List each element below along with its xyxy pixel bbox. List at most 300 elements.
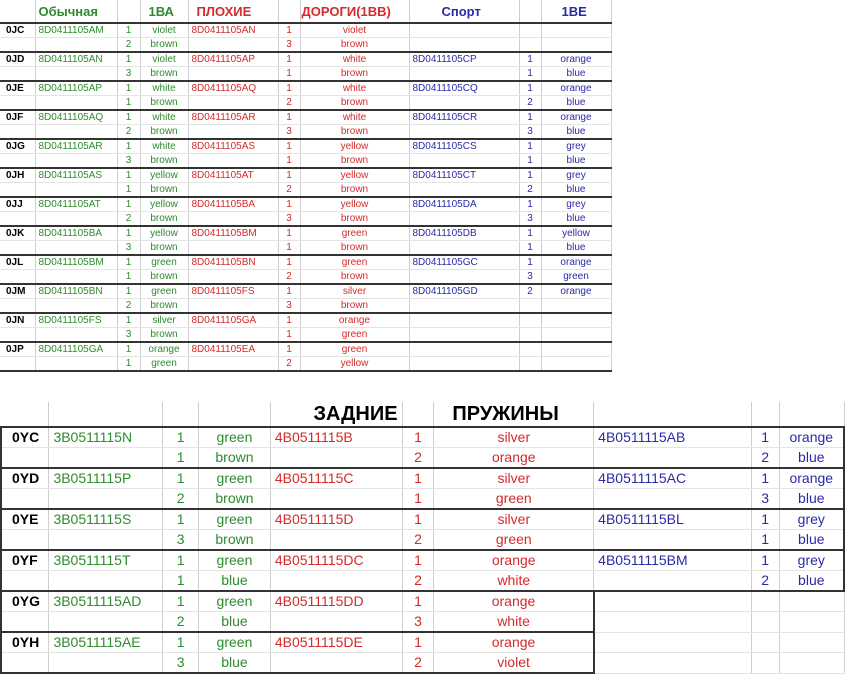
header-row: [0, 0, 611, 23]
part-number-cell: 8D0411105FS: [35, 313, 117, 328]
table-row: [0, 241, 611, 256]
mark-count-cell: 1: [402, 468, 434, 489]
vehicle-code-cell: 0YC: [1, 427, 49, 448]
mark-color-cell: green: [140, 255, 188, 270]
mark-color-cell: green: [300, 255, 409, 270]
vehicle-code-cell: [0, 241, 35, 256]
part-number-cell: 8D0411105AQ: [35, 110, 117, 125]
mark-count-cell: 1: [519, 67, 541, 82]
mark-count-cell: 1: [278, 328, 300, 343]
mark-color-cell: green: [199, 632, 271, 653]
mark-count-cell: 1: [117, 342, 140, 357]
part-number-cell: [188, 38, 278, 53]
mark-color-cell: yellow: [300, 168, 409, 183]
table-row: [0, 313, 611, 328]
header-cell: [779, 402, 844, 427]
mark-count-cell: 1: [117, 226, 140, 241]
part-number-cell: 8D0411105GA: [188, 313, 278, 328]
mark-color-cell: blue: [541, 154, 611, 169]
vehicle-code-cell: [0, 67, 35, 82]
mark-count-cell: 1: [117, 139, 140, 154]
mark-count-cell: 1: [163, 591, 199, 612]
mark-count-cell: 2: [402, 530, 434, 551]
mark-count-cell: 2: [117, 38, 140, 53]
mark-count-cell: 1: [278, 284, 300, 299]
mark-count-cell: 1: [278, 226, 300, 241]
mark-count-cell: 1: [163, 448, 199, 469]
part-number-cell: 8D0411105AT: [35, 197, 117, 212]
mark-count-cell: 2: [402, 571, 434, 592]
mark-color-cell: green: [199, 550, 271, 571]
mark-color-cell: grey: [779, 550, 844, 571]
table-row: [0, 154, 611, 169]
mark-count-cell: 2: [751, 571, 779, 592]
table-row: [0, 299, 611, 314]
mark-count-cell: 1: [519, 168, 541, 183]
part-number-cell: [35, 299, 117, 314]
part-number-cell: [35, 154, 117, 169]
part-number-cell: 8D0411105DA: [409, 197, 519, 212]
vehicle-code-cell: 0JN: [0, 313, 35, 328]
mark-count-cell: 1: [751, 468, 779, 489]
part-number-cell: 4B0511115BL: [594, 509, 752, 530]
mark-color-cell: green: [300, 226, 409, 241]
mark-color-cell: blue: [541, 125, 611, 140]
part-number-cell: [188, 299, 278, 314]
mark-count-cell: 1: [519, 110, 541, 125]
vehicle-code-cell: [0, 328, 35, 343]
vehicle-code-cell: [1, 448, 49, 469]
part-number-cell: [594, 489, 752, 510]
mark-color-cell: brown: [300, 241, 409, 256]
table-row: [0, 270, 611, 285]
part-number-cell: 8D0411105AN: [35, 52, 117, 67]
part-number-cell: [49, 530, 163, 551]
vehicle-code-cell: [1, 530, 49, 551]
mark-count-cell: 1: [751, 550, 779, 571]
mark-color-cell: blue: [779, 530, 844, 551]
mark-color-cell: green: [140, 284, 188, 299]
header-cell: [594, 402, 752, 427]
vehicle-code-cell: 0YH: [1, 632, 49, 653]
header-row: [1, 402, 844, 427]
mark-count-cell: 1: [117, 357, 140, 372]
mark-count-cell: 3: [163, 530, 199, 551]
mark-count-cell: 3: [278, 299, 300, 314]
mark-color-cell: yellow: [300, 197, 409, 212]
table-row: [1, 632, 844, 653]
part-number-cell: 8D0411105AN: [188, 23, 278, 38]
mark-count-cell: 1: [278, 67, 300, 82]
mark-color-cell: orange: [541, 110, 611, 125]
mark-count-cell: [751, 632, 779, 653]
table-row: [1, 530, 844, 551]
mark-count-cell: 1: [519, 81, 541, 96]
mark-color-cell: yellow: [300, 139, 409, 154]
part-number-cell: [409, 183, 519, 198]
header-cell: [199, 402, 271, 427]
table-row: [0, 197, 611, 212]
vehicle-code-cell: [0, 125, 35, 140]
mark-count-cell: 3: [402, 612, 434, 633]
mark-count-cell: 2: [751, 448, 779, 469]
mark-color-cell: white: [434, 612, 594, 633]
table-row: [1, 427, 844, 448]
mark-count-cell: [751, 653, 779, 674]
table-row: [1, 571, 844, 592]
mark-count-cell: 1: [278, 81, 300, 96]
mark-color-cell: silver: [434, 427, 594, 448]
top-spring-table: [0, 0, 612, 372]
mark-count-cell: 3: [278, 212, 300, 227]
part-number-cell: [35, 212, 117, 227]
vehicle-code-cell: 0JM: [0, 284, 35, 299]
vehicle-code-cell: [0, 154, 35, 169]
part-number-cell: [409, 38, 519, 53]
part-number-cell: [49, 653, 163, 674]
mark-color-cell: white: [140, 139, 188, 154]
part-number-cell: [409, 23, 519, 38]
part-number-cell: 3B0511115P: [49, 468, 163, 489]
mark-count-cell: 1: [751, 427, 779, 448]
header-bad: ПЛОХИЕ: [188, 0, 278, 23]
table-row: [1, 612, 844, 633]
table-row: [0, 96, 611, 111]
mark-count-cell: 3: [117, 241, 140, 256]
mark-count-cell: 2: [163, 489, 199, 510]
part-number-cell: [270, 530, 402, 551]
part-number-cell: 8D0411105CP: [409, 52, 519, 67]
mark-color-cell: orange: [434, 632, 594, 653]
mark-count-cell: 1: [163, 571, 199, 592]
table-row: [0, 328, 611, 343]
part-number-cell: 8D0411105BM: [35, 255, 117, 270]
mark-color-cell: brown: [140, 125, 188, 140]
table-row: [0, 168, 611, 183]
table-row: [0, 284, 611, 299]
mark-count-cell: 1: [163, 509, 199, 530]
table-row: [0, 110, 611, 125]
part-number-cell: [409, 125, 519, 140]
mark-color-cell: [541, 328, 611, 343]
table-row: [1, 489, 844, 510]
vehicle-code-cell: 0JE: [0, 81, 35, 96]
mark-color-cell: green: [434, 530, 594, 551]
mark-count-cell: 1: [163, 632, 199, 653]
mark-color-cell: green: [434, 489, 594, 510]
mark-count-cell: 2: [519, 183, 541, 198]
part-number-cell: [188, 328, 278, 343]
table-row: [0, 38, 611, 53]
mark-color-cell: orange: [434, 448, 594, 469]
part-number-cell: 8D0411105AQ: [188, 81, 278, 96]
part-number-cell: [594, 653, 752, 674]
mark-color-cell: brown: [140, 96, 188, 111]
mark-count-cell: 1: [117, 168, 140, 183]
mark-color-cell: silver: [434, 468, 594, 489]
part-number-cell: [409, 67, 519, 82]
mark-count-cell: [519, 299, 541, 314]
mark-color-cell: brown: [300, 154, 409, 169]
vehicle-code-cell: [0, 357, 35, 372]
mark-color-cell: orange: [434, 550, 594, 571]
header-cell: [519, 0, 541, 23]
header-rear: ЗАДНИЕ: [270, 402, 402, 427]
part-number-cell: [35, 183, 117, 198]
part-number-cell: [35, 125, 117, 140]
mark-color-cell: blue: [541, 241, 611, 256]
header-cell: [0, 0, 35, 23]
mark-color-cell: [541, 23, 611, 38]
vehicle-code-cell: [0, 183, 35, 198]
part-number-cell: [594, 632, 752, 653]
header-cell: [49, 402, 163, 427]
part-number-cell: 8D0411105CT: [409, 168, 519, 183]
part-number-cell: 4B0511115DC: [270, 550, 402, 571]
mark-count-cell: 1: [402, 550, 434, 571]
mark-count-cell: 1: [278, 241, 300, 256]
part-number-cell: [49, 612, 163, 633]
vehicle-code-cell: [0, 96, 35, 111]
part-number-cell: 3B0511115N: [49, 427, 163, 448]
part-number-cell: 8D0411105GA: [35, 342, 117, 357]
mark-count-cell: 1: [117, 96, 140, 111]
vehicle-code-cell: 0YF: [1, 550, 49, 571]
part-number-cell: 4B0511115BM: [594, 550, 752, 571]
vehicle-code-cell: [1, 489, 49, 510]
rear-spring-table: [0, 402, 845, 674]
mark-count-cell: 1: [519, 226, 541, 241]
mark-count-cell: 2: [519, 284, 541, 299]
part-number-cell: [49, 448, 163, 469]
mark-color-cell: blue: [199, 571, 271, 592]
table-row: [0, 23, 611, 38]
part-number-cell: 8D0411105AS: [188, 139, 278, 154]
mark-count-cell: [519, 313, 541, 328]
part-number-cell: [188, 241, 278, 256]
mark-count-cell: 1: [402, 632, 434, 653]
part-number-cell: 8D0411105AR: [188, 110, 278, 125]
part-number-cell: 4B0511115DD: [270, 591, 402, 612]
mark-color-cell: grey: [541, 168, 611, 183]
vehicle-code-cell: 0YD: [1, 468, 49, 489]
table-row: [0, 67, 611, 82]
table-row: [0, 212, 611, 227]
part-number-cell: 8D0411105FS: [188, 284, 278, 299]
mark-color-cell: orange: [779, 468, 844, 489]
mark-count-cell: 2: [402, 448, 434, 469]
mark-color-cell: [541, 313, 611, 328]
mark-count-cell: 3: [278, 125, 300, 140]
table-row: [0, 139, 611, 154]
mark-color-cell: yellow: [140, 226, 188, 241]
vehicle-code-cell: 0JK: [0, 226, 35, 241]
part-number-cell: 8D0411105EA: [188, 342, 278, 357]
header-cell: [402, 402, 434, 427]
part-number-cell: [409, 299, 519, 314]
mark-color-cell: brown: [199, 448, 271, 469]
mark-count-cell: 1: [163, 468, 199, 489]
part-number-cell: [35, 357, 117, 372]
mark-count-cell: 2: [278, 96, 300, 111]
mark-color-cell: brown: [199, 489, 271, 510]
part-number-cell: [188, 125, 278, 140]
mark-count-cell: 1: [278, 168, 300, 183]
part-number-cell: [409, 241, 519, 256]
part-number-cell: 4B0511115DE: [270, 632, 402, 653]
mark-count-cell: 1: [519, 52, 541, 67]
part-number-cell: 8D0411105BA: [35, 226, 117, 241]
mark-count-cell: 2: [163, 612, 199, 633]
part-number-cell: [35, 38, 117, 53]
part-number-cell: 8D0411105AS: [35, 168, 117, 183]
part-number-cell: [409, 342, 519, 357]
mark-count-cell: 1: [519, 255, 541, 270]
mark-color-cell: orange: [541, 81, 611, 96]
part-number-cell: [594, 448, 752, 469]
vehicle-code-cell: [1, 653, 49, 674]
mark-color-cell: green: [199, 427, 271, 448]
part-number-cell: 4B0511115D: [270, 509, 402, 530]
part-number-cell: [409, 313, 519, 328]
mark-color-cell: [779, 653, 844, 674]
mark-color-cell: brown: [140, 67, 188, 82]
header-cell: [751, 402, 779, 427]
mark-count-cell: 1: [278, 342, 300, 357]
mark-color-cell: [779, 612, 844, 633]
mark-count-cell: 1: [278, 255, 300, 270]
mark-color-cell: violet: [300, 23, 409, 38]
mark-count-cell: 3: [278, 38, 300, 53]
vehicle-code-cell: [0, 38, 35, 53]
mark-count-cell: 1: [117, 284, 140, 299]
mark-count-cell: 2: [278, 357, 300, 372]
mark-count-cell: 2: [278, 270, 300, 285]
mark-count-cell: 1: [163, 550, 199, 571]
vehicle-code-cell: [1, 571, 49, 592]
header-normal: Обычная: [35, 0, 117, 23]
mark-color-cell: brown: [140, 270, 188, 285]
mark-count-cell: [519, 357, 541, 372]
mark-color-cell: white: [300, 110, 409, 125]
table-row: [0, 183, 611, 198]
mark-color-cell: violet: [140, 23, 188, 38]
mark-color-cell: white: [300, 52, 409, 67]
part-number-cell: [409, 96, 519, 111]
mark-color-cell: brown: [140, 183, 188, 198]
mark-color-cell: brown: [300, 212, 409, 227]
mark-color-cell: [541, 299, 611, 314]
mark-count-cell: 1: [117, 23, 140, 38]
mark-count-cell: 1: [163, 427, 199, 448]
mark-color-cell: brown: [300, 183, 409, 198]
mark-count-cell: [519, 23, 541, 38]
part-number-cell: 4B0511115B: [270, 427, 402, 448]
part-number-cell: [270, 571, 402, 592]
part-number-cell: [188, 270, 278, 285]
mark-color-cell: white: [300, 81, 409, 96]
mark-count-cell: 3: [117, 67, 140, 82]
mark-count-cell: [519, 38, 541, 53]
mark-count-cell: 1: [402, 489, 434, 510]
part-number-cell: 3B0511115AE: [49, 632, 163, 653]
mark-count-cell: 2: [519, 96, 541, 111]
mark-color-cell: yellow: [300, 357, 409, 372]
part-number-cell: [270, 448, 402, 469]
mark-count-cell: 2: [117, 125, 140, 140]
mark-count-cell: 1: [519, 197, 541, 212]
mark-count-cell: [751, 591, 779, 612]
mark-count-cell: 1: [402, 509, 434, 530]
part-number-cell: 8D0411105CR: [409, 110, 519, 125]
mark-color-cell: [541, 38, 611, 53]
table-row: [1, 653, 844, 674]
mark-count-cell: 1: [117, 183, 140, 198]
part-number-cell: 4B0511115AB: [594, 427, 752, 448]
mark-count-cell: 1: [278, 154, 300, 169]
header-cell: [163, 402, 199, 427]
vehicle-code-cell: 0JD: [0, 52, 35, 67]
part-number-cell: 8D0411105AP: [188, 52, 278, 67]
mark-count-cell: [519, 342, 541, 357]
mark-color-cell: violet: [140, 52, 188, 67]
part-number-cell: [188, 212, 278, 227]
mark-color-cell: brown: [300, 270, 409, 285]
mark-color-cell: green: [199, 468, 271, 489]
mark-color-cell: orange: [541, 52, 611, 67]
part-number-cell: [270, 612, 402, 633]
mark-color-cell: silver: [300, 284, 409, 299]
table-row: [0, 81, 611, 96]
part-number-cell: [270, 489, 402, 510]
part-number-cell: 4B0511115C: [270, 468, 402, 489]
part-number-cell: [409, 357, 519, 372]
part-number-cell: [35, 67, 117, 82]
mark-count-cell: 3: [751, 489, 779, 510]
table-row: [1, 448, 844, 469]
vehicle-code-cell: 0JH: [0, 168, 35, 183]
part-number-cell: 8D0411105GD: [409, 284, 519, 299]
mark-color-cell: brown: [140, 38, 188, 53]
mark-color-cell: green: [300, 342, 409, 357]
mark-color-cell: orange: [434, 591, 594, 612]
vehicle-code-cell: 0JG: [0, 139, 35, 154]
mark-color-cell: blue: [541, 67, 611, 82]
table-row: [0, 255, 611, 270]
mark-color-cell: brown: [140, 241, 188, 256]
mark-color-cell: blue: [779, 571, 844, 592]
part-number-cell: 3B0511115T: [49, 550, 163, 571]
mark-color-cell: green: [140, 357, 188, 372]
mark-color-cell: green: [199, 509, 271, 530]
mark-count-cell: 1: [278, 110, 300, 125]
part-number-cell: 8D0411105BN: [35, 284, 117, 299]
mark-color-cell: brown: [300, 96, 409, 111]
vehicle-code-cell: 0YG: [1, 591, 49, 612]
mark-color-cell: blue: [199, 612, 271, 633]
table-row: [0, 125, 611, 140]
mark-count-cell: 3: [519, 212, 541, 227]
mark-count-cell: 1: [402, 591, 434, 612]
mark-color-cell: grey: [779, 509, 844, 530]
part-number-cell: 8D0411105CQ: [409, 81, 519, 96]
mark-color-cell: blue: [541, 96, 611, 111]
vehicle-code-cell: [0, 270, 35, 285]
part-number-cell: [35, 96, 117, 111]
part-number-cell: 3B0511115AD: [49, 591, 163, 612]
mark-color-cell: yellow: [140, 168, 188, 183]
mark-count-cell: 1: [117, 313, 140, 328]
